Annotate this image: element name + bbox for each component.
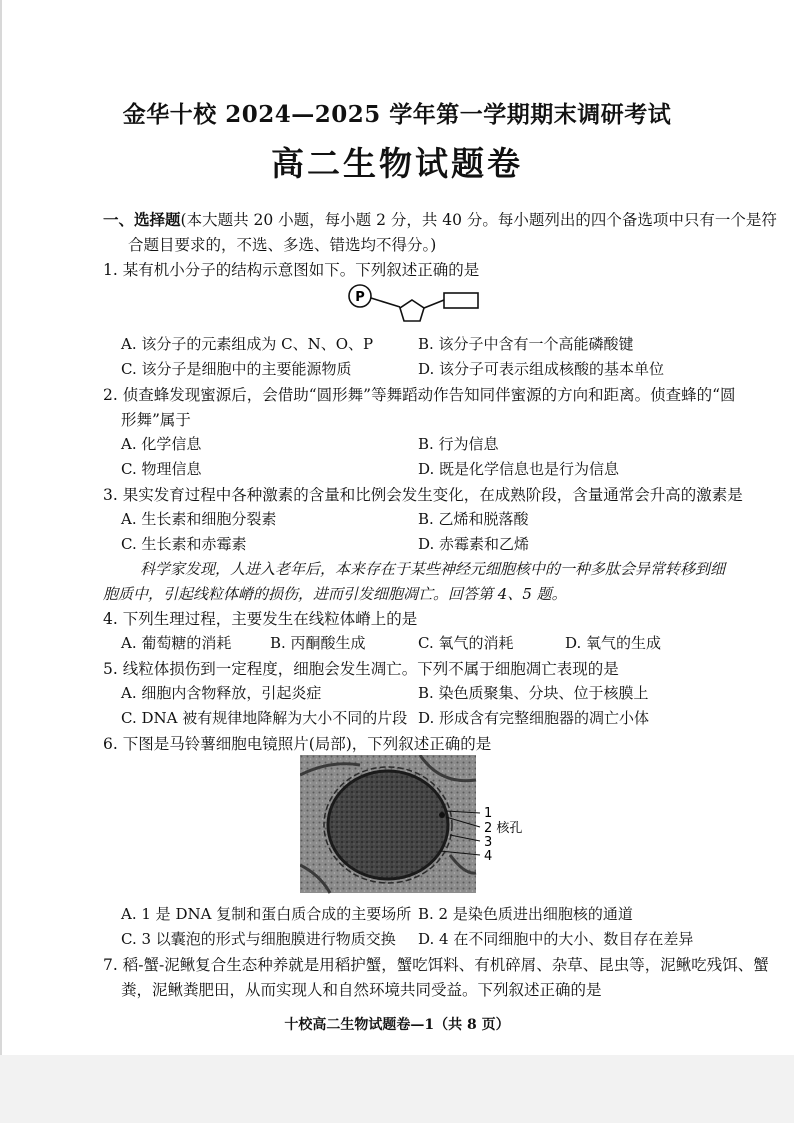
bond-line-2 xyxy=(424,300,444,308)
question-3-stem: 3. 果实发育过程中各种激素的含量和比例会发生变化，在成熟阶段，含量通常会升高的激素是 xyxy=(103,486,743,504)
q6-option-b: B. 2 是染色质进出细胞核的通道 xyxy=(418,905,633,923)
q3-option-c: C. 生长素和赤霉素 xyxy=(121,535,247,553)
section-heading xyxy=(103,208,777,230)
question-5-stem: 5. 线粒体损伤到一定程度，细胞会发生凋亡。下列不属于细胞凋亡表现的是 xyxy=(103,660,619,678)
label-2: 2 核孔 xyxy=(484,821,523,836)
nucleus xyxy=(328,771,448,879)
q1-option-b: B. 该分子中含有一个高能磷酸键 xyxy=(418,335,634,353)
potato-cell-micrograph xyxy=(300,755,540,895)
passage-line-1: 科学家发现，人进入老年后，本来存在于某些神经元细胞核中的一种多肽会异常转移到细 xyxy=(140,560,726,578)
nuclear-pore xyxy=(439,812,445,818)
question-2-stem-2: 形舞”属于 xyxy=(121,411,191,429)
label-1: 1 xyxy=(484,806,493,821)
q2-option-a: A. 化学信息 xyxy=(121,435,202,453)
q4-option-b: B. 丙酮酸生成 xyxy=(270,634,366,652)
question-6-stem: 6. 下图是马铃薯细胞电镜照片(局部)，下列叙述正确的是 xyxy=(103,735,492,753)
question-2-stem-1: 2. 侦查蜂发现蜜源后，会借助“圆形舞”等舞蹈动作告知同伴蜜源的方向和距离。侦查蜂的“圆 xyxy=(103,386,736,404)
label-3: 3 xyxy=(484,835,493,850)
molecule-structure-diagram xyxy=(340,283,485,325)
q1-option-d: D. 该分子可表示组成核酸的基本单位 xyxy=(418,360,665,378)
section-desc-2: 合题目要求的，不选、多选、错选均不得分。) xyxy=(128,236,437,254)
question-7-stem-2: 粪，泥鳅粪肥田，从而实现人和自然环境共同受益。下列叙述正确的是 xyxy=(121,981,602,999)
q2-option-b: B. 行为信息 xyxy=(418,435,499,453)
q4-option-a: A. 葡萄糖的消耗 xyxy=(121,634,232,652)
q2-option-c: C. 物理信息 xyxy=(121,460,202,478)
exam-subtitle: 高二生物试题卷 xyxy=(271,144,523,183)
q4-option-d: D. 氧气的生成 xyxy=(565,634,662,652)
question-1-stem: 1. 某有机小分子的结构示意图如下。下列叙述正确的是 xyxy=(103,261,480,279)
section-label: 一、选择题 xyxy=(103,210,181,229)
q6-option-a: A. 1 是 DNA 复制和蛋白质合成的主要场所 xyxy=(121,905,412,923)
exam-title: 金华十校 2024—2025 学年第一学期期末调研考试 xyxy=(122,101,672,128)
q3-option-d: D. 赤霉素和乙烯 xyxy=(418,535,530,553)
q5-option-b: B. 染色质聚集、分块、位于核膜上 xyxy=(418,684,649,702)
base-rectangle xyxy=(444,293,478,308)
q4-option-c: C. 氧气的消耗 xyxy=(418,634,514,652)
q1-option-c: C. 该分子是细胞中的主要能源物质 xyxy=(121,360,352,378)
section-desc-1: (本大题共 20 小题，每小题 2 分，共 40 分。每小题列出的四个备选项中只有一个是符 xyxy=(180,211,777,229)
q5-option-d: D. 形成含有完整细胞器的凋亡小体 xyxy=(418,709,650,727)
bond-line-1 xyxy=(371,298,400,307)
q5-option-a: A. 细胞内含物释放，引起炎症 xyxy=(121,684,322,702)
q5-option-c: C. DNA 被有规律地降解为大小不同的片段 xyxy=(121,709,408,727)
q6-option-d: D. 4 在不同细胞中的大小、数目存在差异 xyxy=(418,930,694,948)
q3-option-b: B. 乙烯和脱落酸 xyxy=(418,510,529,528)
page-footer: 十校高二生物试题卷—1（共 8 页） xyxy=(284,1017,510,1033)
q6-option-c: C. 3 以囊泡的形式与细胞膜进行物质交换 xyxy=(121,930,396,948)
label-4: 4 xyxy=(484,849,493,864)
question-4-stem: 4. 下列生理过程，主要发生在线粒体嵴上的是 xyxy=(103,610,418,628)
q3-option-a: A. 生长素和细胞分裂素 xyxy=(121,510,277,528)
phosphate-label: P xyxy=(355,290,365,305)
q2-option-d: D. 既是化学信息也是行为信息 xyxy=(418,460,620,478)
q1-option-a: A. 该分子的元素组成为 C、N、O、P xyxy=(121,335,374,353)
scan-bottom-shade xyxy=(0,1055,794,1123)
pentose-ring xyxy=(400,300,424,321)
question-7-stem-1: 7. 稻-蟹-泥鳅复合生态种养就是用稻护蟹，蟹吃饵料、有机碎屑、杂草、昆虫等，泥鳅吃残饵、蟹 xyxy=(103,956,769,974)
passage-line-2: 胞质中，引起线粒体嵴的损伤，进而引发细胞凋亡。回答第 4、5 题。 xyxy=(103,585,567,603)
